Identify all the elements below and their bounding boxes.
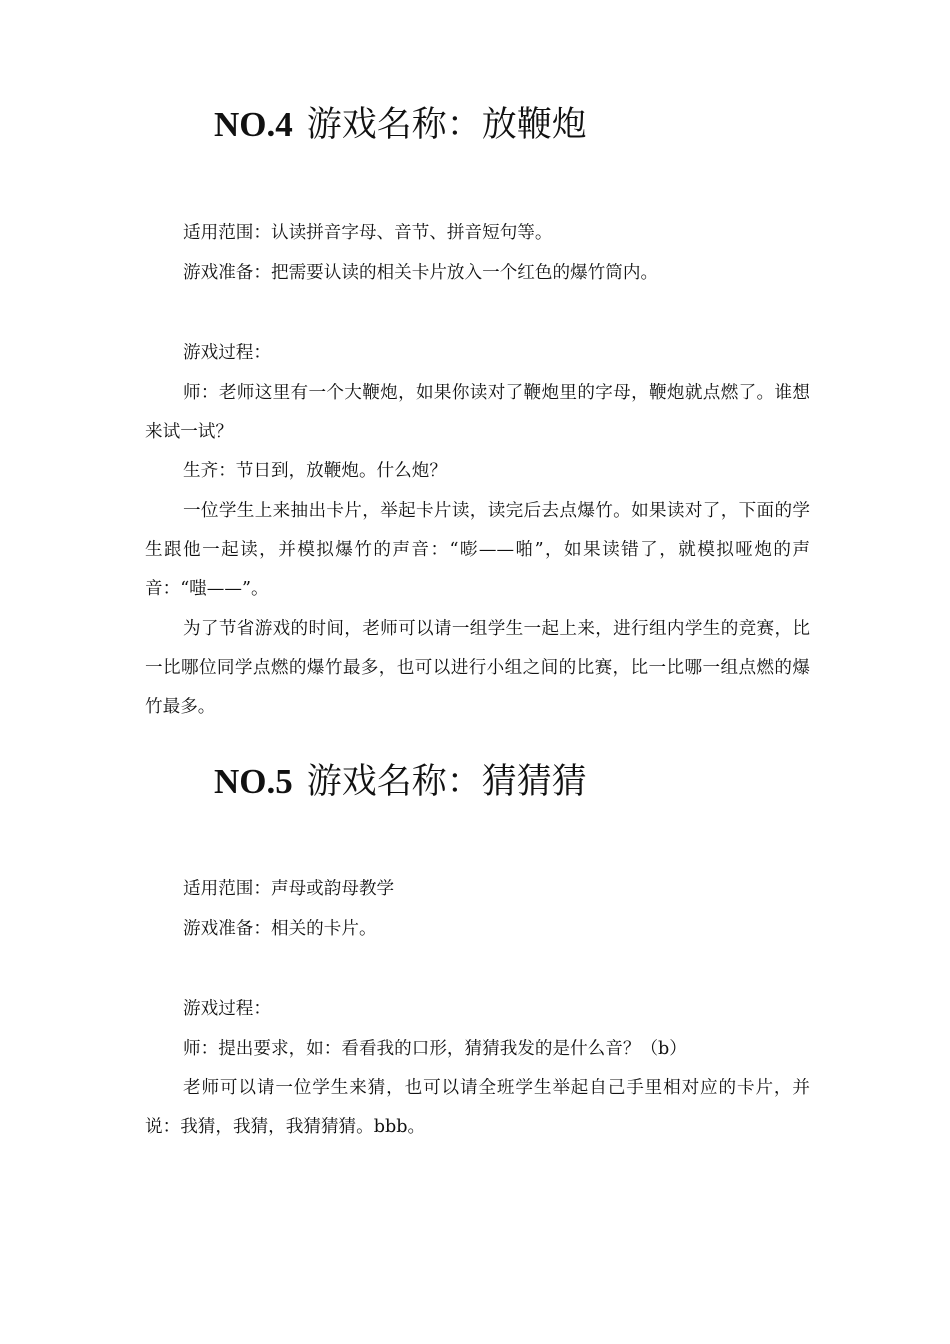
paragraph: 老师可以请一位学生来猜，也可以请全班学生举起自己手里相对应的卡片，并说：我猜，我猜，我猜猜猜。bbb。 [145,1078,810,1137]
process-label: 游戏过程： [183,343,271,363]
prep-line: 游戏准备：相关的卡片。 [183,919,377,939]
section-title: 游戏名称：放鞭炮 [306,105,587,145]
section-number: NO.4 [214,105,293,144]
paragraph: 一位学生上来抽出卡片，举起卡片读，读完后去点爆竹。如果读对了，下面的学生跟他一起读，并模拟爆竹的声音：“嘭——啪”，如果读错了，就模拟哑炮的声音：“嗤——”。 [145,501,810,599]
process-label: 游戏过程： [183,999,271,1019]
scope-line: 适用范围：认读拼音字母、音节、拼音短句等。 [183,223,553,243]
prep-line: 游戏准备：把需要认读的相关卡片放入一个红色的爆竹筒内。 [183,263,659,283]
paragraph: 师：提出要求，如：看看我的口形，猜猜我发的是什么音？（b） [183,1039,687,1059]
section-title: 游戏名称：猜猜猜 [306,762,587,802]
section-heading-no5 [214,760,587,804]
paragraph: 生齐：节日到，放鞭炮。什么炮？ [183,461,447,481]
paragraph: 师：老师这里有一个大鞭炮，如果你读对了鞭炮里的字母，鞭炮就点燃了。谁想来试一试？ [145,383,810,442]
section-heading-no4 [214,103,587,147]
paragraph: 为了节省游戏的时间，老师可以请一组学生一起上来，进行组内学生的竞赛，比一比哪位同学点燃的爆竹最多，也可以进行小组之间的比赛，比一比哪一组点燃的爆竹最多。 [145,619,810,717]
scope-line: 适用范围：声母或韵母教学 [183,879,395,899]
section-number: NO.5 [214,762,293,801]
